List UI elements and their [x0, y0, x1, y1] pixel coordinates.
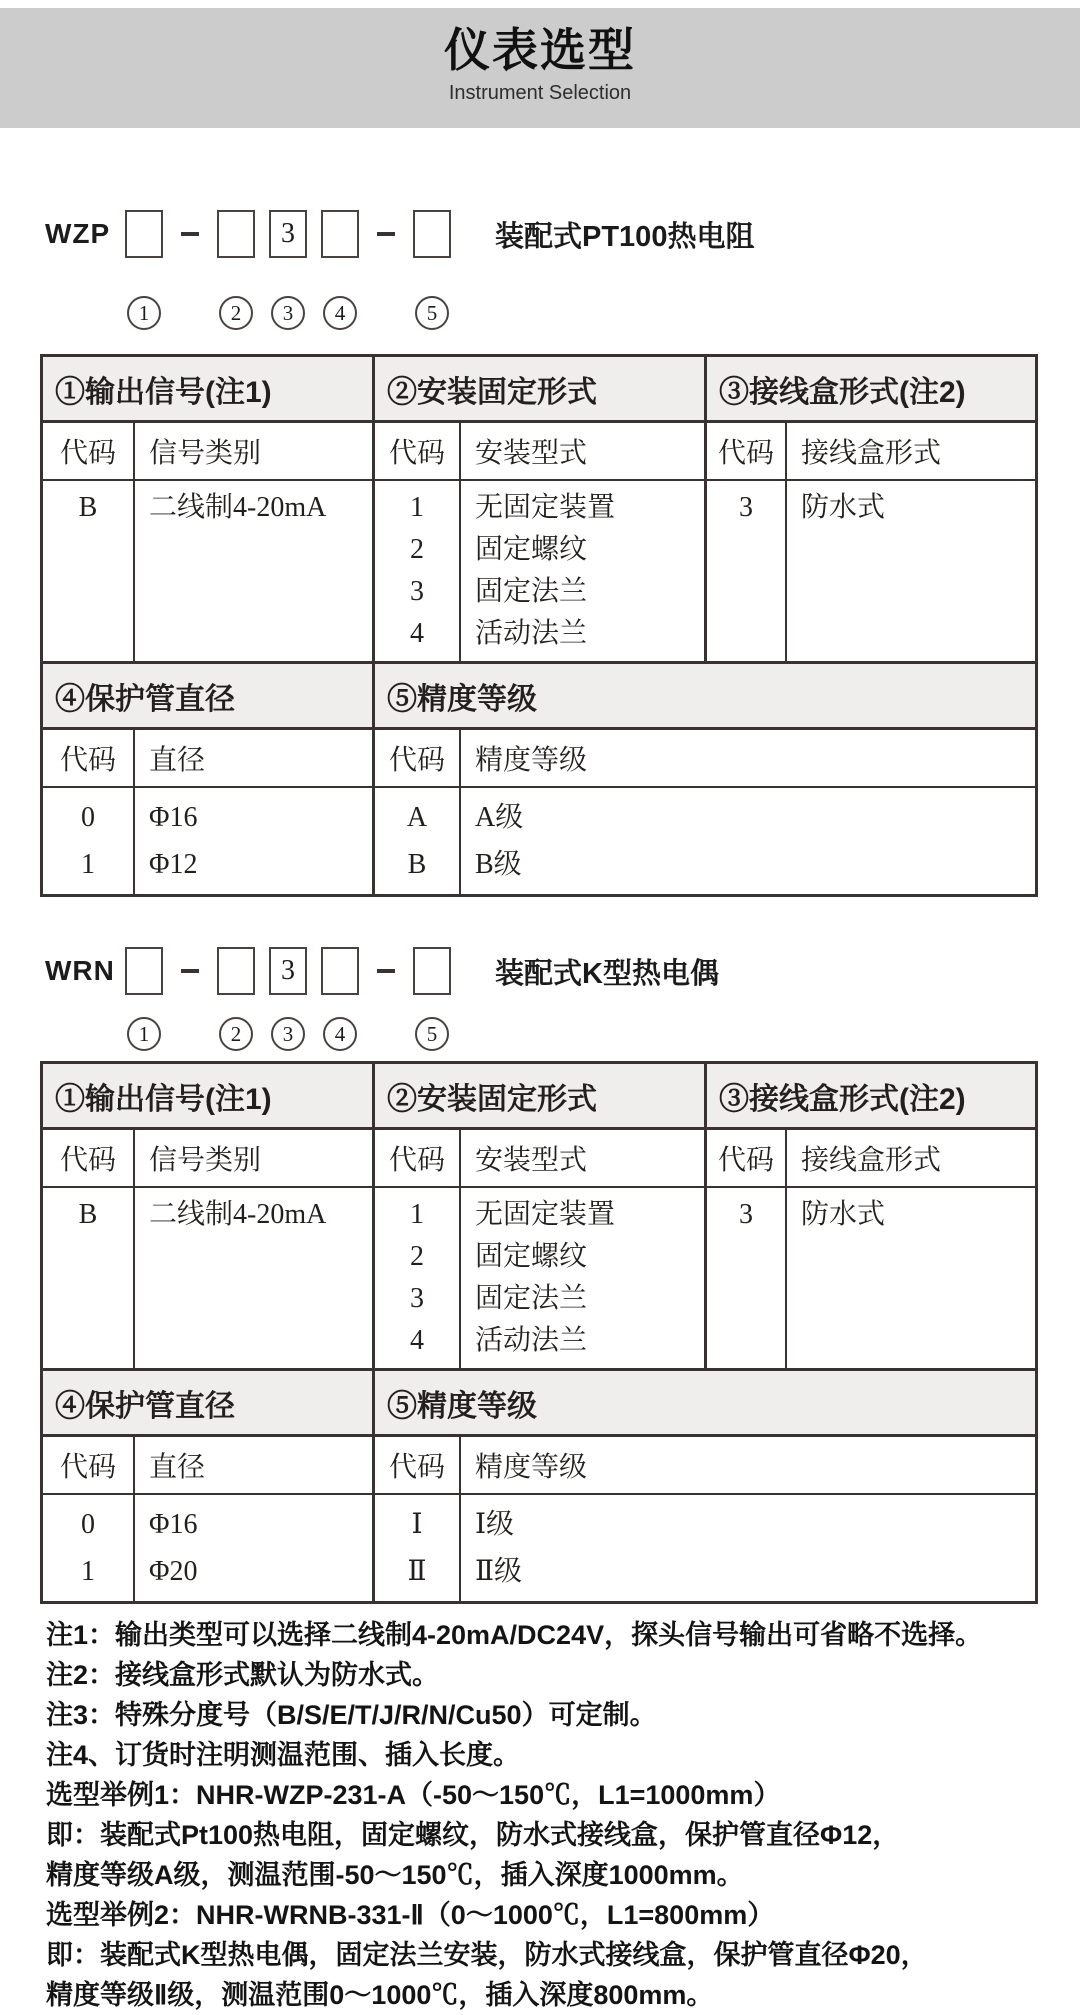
position-circle-1: 1 — [127, 1017, 161, 1051]
group-header-junction-box: ③接线盒形式(注2) — [719, 376, 966, 409]
label-cell: 二线制4-20mA — [135, 481, 375, 661]
label-cell: 无固定装置 固定螺纹 固定法兰 活动法兰 — [461, 481, 707, 661]
label-header-cell: 信号类别 — [135, 423, 375, 479]
note-line: 选型举例2：NHR-WRNB-331-Ⅱ（0～1000℃，L1=800mm） — [46, 1900, 775, 1930]
label-cell: 防水式 — [801, 492, 886, 523]
code-box-3: 3 — [269, 947, 307, 995]
model-section-wzp — [45, 210, 1080, 332]
position-circle-2: 2 — [219, 1017, 253, 1051]
code-cell: B — [43, 481, 135, 661]
label-header-cell: 信号类别 — [135, 1130, 375, 1186]
group-header-output-signal: ①输出信号(注1) — [43, 1064, 375, 1127]
position-circle-2: 2 — [219, 296, 253, 330]
code-box-4 — [321, 210, 359, 258]
label-cell: Φ16 Φ12 — [135, 788, 375, 894]
selection-table-wrn — [40, 1061, 1038, 1604]
code-box-2 — [217, 947, 255, 995]
group-header-accuracy: ⑤精度等级 — [387, 683, 537, 716]
position-circle-1: 1 — [127, 296, 161, 330]
group-header-tube-diameter: ④保护管直径 — [43, 1371, 375, 1434]
group-header-accuracy: ⑤精度等级 — [387, 1390, 537, 1423]
code-box-5 — [413, 210, 451, 258]
note-line: 选型举例1：NHR-WZP-231-A（-50～150℃，L1=1000mm） — [46, 1780, 781, 1810]
group-header-junction-box: ③接线盒形式(注2) — [719, 1083, 966, 1116]
code-cell: 1 2 3 4 — [375, 1188, 461, 1368]
code-box-4 — [321, 947, 359, 995]
position-circle-5: 5 — [415, 1017, 449, 1051]
label-cell: Φ16 Φ20 — [135, 1495, 375, 1601]
code-header-cell: 代码 — [375, 423, 461, 479]
group-header-mounting: ②安装固定形式 — [375, 357, 707, 420]
position-circle-3: 3 — [271, 1017, 305, 1051]
code-box-3: 3 — [269, 210, 307, 258]
label-cell: 无固定装置 固定螺纹 固定法兰 活动法兰 — [461, 1188, 707, 1368]
dash-separator — [177, 969, 203, 973]
code-header-cell: 代码 — [43, 423, 135, 479]
position-labels — [45, 1015, 1080, 1053]
code-cell: A B — [375, 788, 461, 894]
note-line: 精度等级A级，测温范围-50～150℃，插入深度1000mm。 — [46, 1860, 744, 1890]
label-cell: Ⅰ级 Ⅱ级 — [475, 1509, 523, 1587]
code-cell: 0 1 — [43, 1495, 135, 1601]
code-box-1 — [125, 947, 163, 995]
group-header-tube-diameter: ④保护管直径 — [43, 664, 375, 727]
code-header-cell: 代码 — [43, 730, 135, 786]
page-header — [0, 8, 1080, 128]
note-line: 即：装配式Pt100热电阻，固定螺纹，防水式接线盒，保护管直径Φ12， — [46, 1820, 900, 1850]
note-line: 即：装配式K型热电偶，固定法兰安装，防水式接线盒，保护管直径Φ20， — [46, 1940, 928, 1970]
model-prefix: WRN — [45, 955, 115, 986]
position-circle-5: 5 — [415, 296, 449, 330]
code-cell: 3 — [707, 481, 787, 661]
code-header-cell: 代码 — [43, 1130, 135, 1186]
code-box-2 — [217, 210, 255, 258]
table-subheader-row — [43, 423, 1035, 481]
code-header-cell: 代码 — [707, 423, 787, 479]
group-header-mounting: ②安装固定形式 — [375, 1064, 707, 1127]
table-body-row — [43, 1188, 1035, 1368]
label-cell: 防水式 — [801, 1199, 886, 1230]
code-cell: 1 2 3 4 — [375, 481, 461, 661]
label-header-cell: 安装型式 — [461, 1130, 707, 1186]
code-header-cell: 代码 — [43, 1437, 135, 1493]
position-labels — [45, 294, 1080, 332]
model-description: 装配式PT100热电阻 — [495, 220, 755, 253]
code-header-cell: 代码 — [375, 730, 461, 786]
code-box-5 — [413, 947, 451, 995]
model-code-line — [45, 947, 1080, 995]
table-body-row — [43, 1495, 1035, 1601]
code-cell: 3 — [707, 1188, 787, 1368]
label-cell: A级 B级 — [475, 802, 524, 880]
label-header-cell: 精度等级 — [475, 1452, 588, 1483]
model-code-line — [45, 210, 1080, 258]
code-header-cell: 代码 — [707, 1130, 787, 1186]
table-subheader-row — [43, 730, 1035, 788]
code-cell: B — [43, 1188, 135, 1368]
code-header-cell: 代码 — [375, 1130, 461, 1186]
table-body-row — [43, 481, 1035, 661]
selection-table-wzp — [40, 354, 1038, 897]
label-header-cell: 精度等级 — [475, 745, 588, 776]
code-header-cell: 代码 — [375, 1437, 461, 1493]
label-header-cell: 接线盒形式 — [801, 438, 942, 469]
code-cell: Ⅰ Ⅱ — [375, 1495, 461, 1601]
table-group-header-row — [43, 1064, 1035, 1130]
position-circle-4: 4 — [323, 1017, 357, 1051]
label-header-cell: 安装型式 — [461, 423, 707, 479]
label-header-cell: 接线盒形式 — [801, 1145, 942, 1176]
page — [0, 8, 1080, 2010]
page-title: 仪表选型 — [444, 24, 636, 76]
label-header-cell: 直径 — [135, 1437, 375, 1493]
table-group-header-row — [43, 661, 1035, 730]
model-description: 装配式K型热电偶 — [495, 957, 719, 990]
position-circle-3: 3 — [271, 296, 305, 330]
table-group-header-row — [43, 1368, 1035, 1437]
group-header-output-signal: ①输出信号(注1) — [43, 357, 375, 420]
dash-separator — [177, 232, 203, 236]
position-circle-4: 4 — [323, 296, 357, 330]
model-prefix: WZP — [45, 218, 111, 249]
note-line: 注1：输出类型可以选择二线制4-20mA/DC24V，探头信号输出可省略不选择。 — [46, 1620, 983, 1650]
model-section-wrn — [45, 947, 1080, 1053]
note-line: 注2：接线盒形式默认为防水式。 — [46, 1660, 440, 1690]
dash-separator — [373, 969, 399, 973]
note-line: 注3：特殊分度号（B/S/E/T/J/R/N/Cu50）可定制。 — [46, 1700, 657, 1730]
code-box-1 — [125, 210, 163, 258]
table-subheader-row — [43, 1130, 1035, 1188]
dash-separator — [373, 232, 399, 236]
notes — [46, 1616, 1050, 2015]
label-header-cell: 直径 — [135, 730, 375, 786]
table-subheader-row — [43, 1437, 1035, 1495]
page-subtitle: Instrument Selection — [448, 82, 632, 104]
note-line: 精度等级Ⅱ级，测温范围0～1000℃，插入深度800mm。 — [46, 1980, 714, 2010]
note-line: 注4、订货时注明测温范围、插入长度。 — [46, 1740, 521, 1770]
table-body-row — [43, 788, 1035, 894]
code-cell: 0 1 — [43, 788, 135, 894]
label-cell: 二线制4-20mA — [135, 1188, 375, 1368]
table-group-header-row — [43, 357, 1035, 423]
